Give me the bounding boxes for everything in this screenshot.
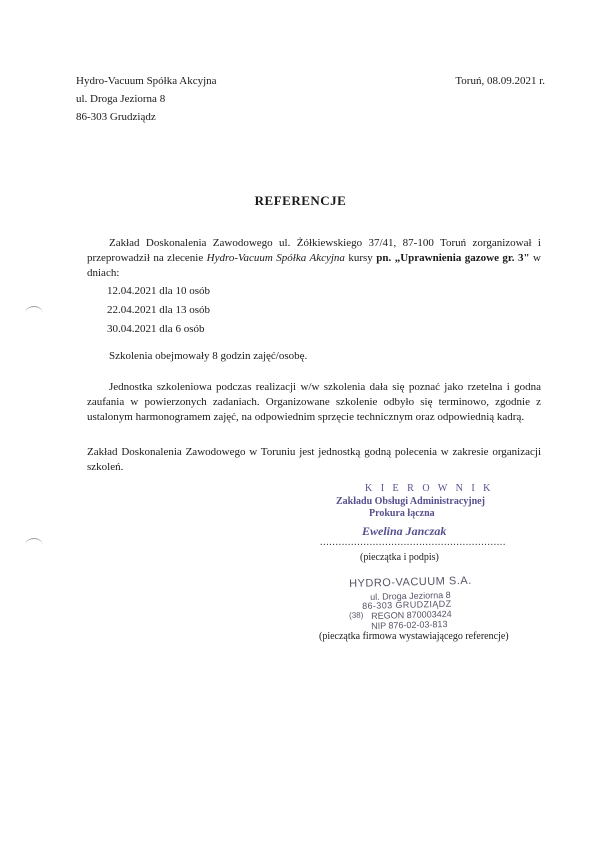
sender-street: ul. Droga Jeziorna 8 <box>76 93 166 105</box>
client-name: Hydro-Vacuum Spółka Akcyjna <box>206 252 345 264</box>
training-date-item: 22.04.2021 dla 13 osób <box>107 304 210 316</box>
signature-stamp-department: Zakładu Obsługi Administracyjnej <box>336 496 485 507</box>
punch-hole-mark <box>25 538 43 553</box>
document-title: REFERENCJE <box>254 193 347 208</box>
signature-stamp-title: K I E R O W N I K <box>365 483 494 494</box>
signature-stamp-name: Ewelina Janczak <box>362 524 447 538</box>
evaluation-paragraph: Jednostka szkoleniowa podczas realizacji w/w szkolenia dała się poznać jako rzetelna i godna zaufania w powierzonych zadaniach. Organizowane szkolenie odbyło się terminowo, zgodnie z ustalonym harmonogramem zajęć, na odpowiednim sprzęcie technicznym oraz odpowiednią kadrą. <box>87 381 541 423</box>
sender-city: 86-303 Grudziądz <box>76 111 156 123</box>
intro-paragraph <box>87 236 541 281</box>
company-stamp-city: 86-303 GRUDZIĄDZ <box>362 598 452 611</box>
signature-line: ............................................................ <box>320 537 506 548</box>
company-stamp-regon: REGON 870003424 <box>371 608 452 621</box>
signature-caption: (pieczątka i podpis) <box>360 552 439 563</box>
company-stamp-nip: NIP 876-02-03-813 <box>371 619 448 631</box>
hours-paragraph: Szkolenia obejmowały 8 godzin zajęć/osobę. <box>109 350 308 362</box>
company-stamp-area-code: (38) <box>349 610 364 620</box>
training-date-item: 30.04.2021 dla 6 osób <box>107 323 205 335</box>
training-date-item: 12.04.2021 dla 10 osób <box>107 285 210 297</box>
intro-text-1: Zakład Doskonalenia Zawodowego ul. Żółkiewskiego 37/41, 87-100 Toruń zorganizował i przeprowadził na zlecenie <box>87 237 541 264</box>
intro-text-2: kursy <box>344 252 377 264</box>
place-date: Toruń, 08.09.2021 r. <box>455 75 545 87</box>
intro-text-3: w dniach: <box>87 252 541 279</box>
company-stamp-name: HYDRO-VACUUM S.A. <box>349 574 472 590</box>
company-stamp-street: ul. Droga Jeziorna 8 <box>370 589 451 602</box>
punch-hole-mark <box>25 306 43 321</box>
company-stamp-caption: (pieczątka firmowa wystawiającego referencje) <box>319 631 509 642</box>
course-name: pn. „Uprawnienia gazowe gr. 3" <box>376 252 530 264</box>
signature-stamp-proxy: Prokura łączna <box>369 508 435 519</box>
recommendation-paragraph: Zakład Doskonalenia Zawodowego w Toruniu jest jednostką godną polecenia w zakresie organizacji szkoleń. <box>87 446 541 473</box>
sender-company: Hydro-Vacuum Spółka Akcyjna <box>76 75 217 87</box>
